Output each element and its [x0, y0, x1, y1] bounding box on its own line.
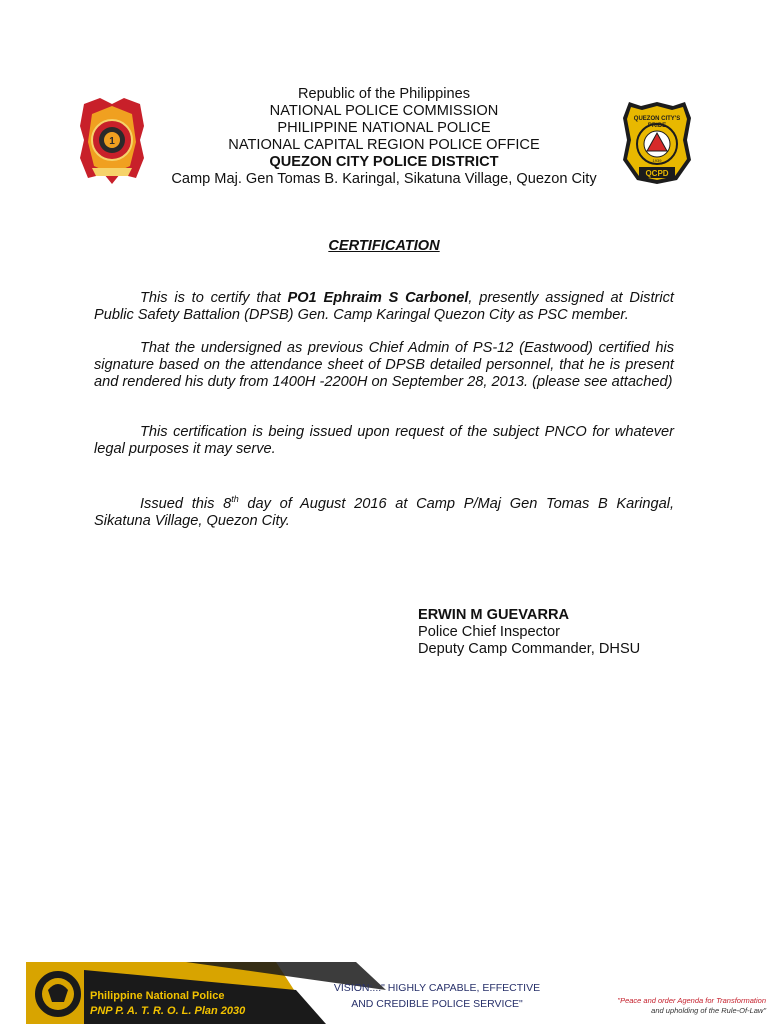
header-republic: Republic of the Philippines — [298, 86, 470, 102]
qcpd-badge-label: QCPD — [645, 169, 669, 178]
qcpd-badge-year: 1939 — [652, 158, 662, 163]
footer-vision-line1: VISION:..." HIGHLY CAPABLE, EFFECTIVE — [333, 982, 541, 994]
footer-motto-line2: and upholding of the Rule-Of-Law" — [651, 1006, 766, 1015]
paragraph-issued — [94, 491, 674, 529]
p4-suffix: day of August 2016 at Camp P/Maj Gen Tomas B Karingal, Sikatuna Village, Quezon City. — [94, 495, 674, 529]
header-ncrpo: NATIONAL CAPITAL REGION POLICE OFFICE — [228, 137, 540, 153]
paragraph-certify — [94, 290, 674, 324]
p4-prefix: Issued this 8 — [140, 495, 232, 512]
footer-brand-line2: PNP P. A. T. R. O. L. Plan 2030 — [90, 1005, 246, 1017]
footer-motto-line1: "Peace and order Agenda for Transformation — [617, 996, 766, 1005]
footer-banner — [26, 960, 768, 1024]
paragraph-purpose — [94, 424, 674, 458]
footer-brand-line1: Philippine National Police — [90, 990, 225, 1002]
signatory-position: Deputy Camp Commander, DHSU — [418, 641, 641, 657]
header-address: Camp Maj. Gen Tomas B. Karingal, Sikatuna Village, Quezon City — [171, 171, 597, 187]
p3-text: This certification is being issued upon request of the subject PNCO for whatever legal purposes it may serve. — [94, 424, 674, 457]
signatory-rank: Police Chief Inspector — [418, 624, 560, 640]
subject-name: PO1 Ephraim S Carbonel — [287, 290, 469, 306]
p1-suffix: , presently assigned at District Public Safety Battalion (DPSB) Gen. Camp Karingal Quezon City as PSC member. — [94, 290, 674, 323]
qcpd-badge-top: QUEZON CITY'S — [633, 116, 681, 122]
qcpd-badge-logo — [621, 100, 693, 186]
pnp-seal-logo — [78, 96, 146, 186]
footer-vision-line2: AND CREDIBLE POLICE SERVICE" — [351, 998, 523, 1010]
p2-text: That the undersigned as previous Chief Admin of PS-12 (Eastwood) certified his signature based on the attendance sheet of DPSB detailed personnel, that he is present and rendered his duty from 1400H -2200H on September 28, 2013. (please see attached) — [94, 340, 674, 390]
certification-title: CERTIFICATION — [328, 238, 440, 254]
header-qcpd: QUEZON CITY POLICE DISTRICT — [269, 154, 499, 170]
signatory-name: ERWIN M GUEVARRA — [418, 607, 570, 623]
p1-prefix: This is to certify that — [140, 290, 288, 306]
p4-sup: th — [231, 494, 239, 504]
qcpd-badge-pride: PRIDE — [647, 123, 667, 129]
header-pnp: PHILIPPINE NATIONAL POLICE — [277, 120, 491, 136]
svg-text:1: 1 — [109, 136, 115, 147]
paragraph-attendance — [94, 340, 674, 390]
header-napolcom: NATIONAL POLICE COMMISSION — [269, 103, 499, 119]
